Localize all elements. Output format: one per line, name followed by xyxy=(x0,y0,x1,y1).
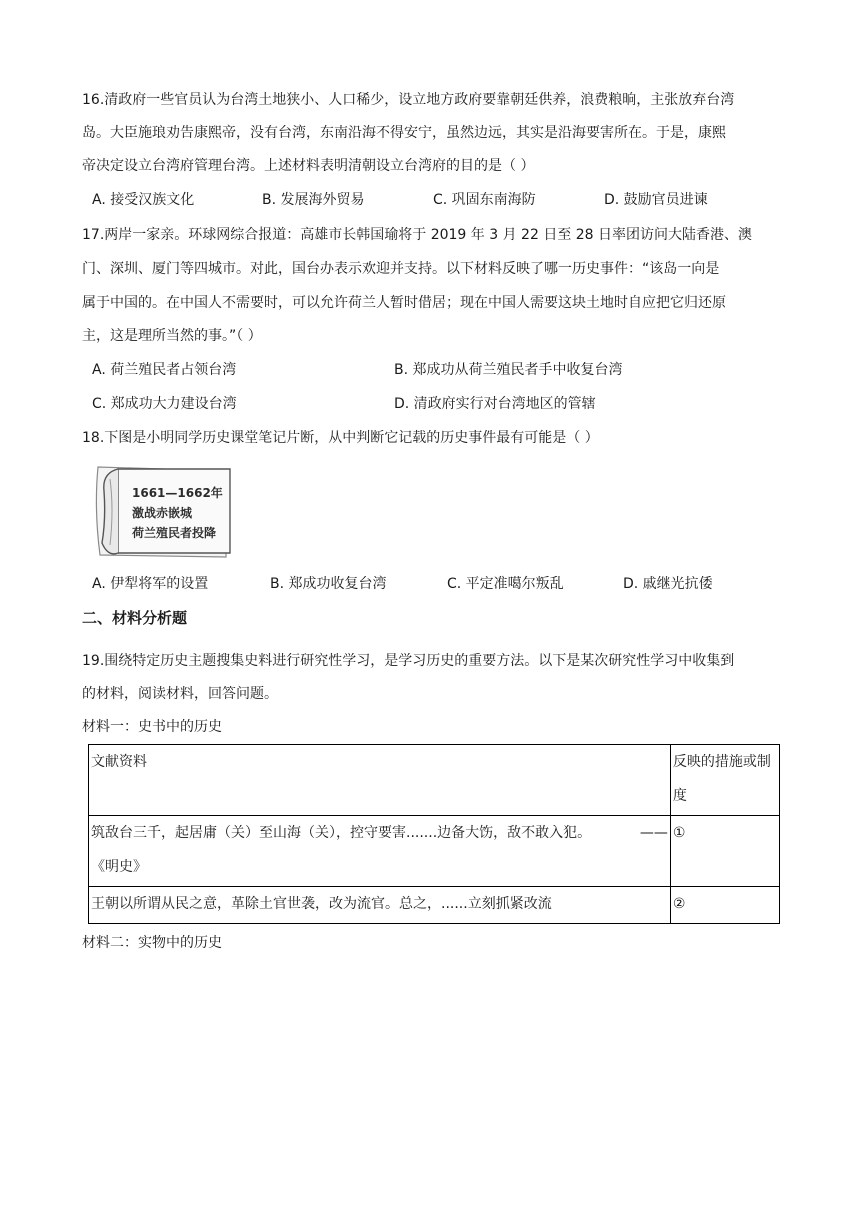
q17-line-2: 门、深圳、厦门等四城市。对此，国台办表示欢迎并支持。以下材料反映了哪一历史事件：“该岛一向是 xyxy=(82,261,720,277)
q18-option-a: A. 伊犁将军的设置 xyxy=(92,576,209,592)
q17-option-d: D. 清政府实行对台湾地区的管辖 xyxy=(394,396,596,412)
q18-option-d: D. 戚继光抗倭 xyxy=(623,576,713,592)
q18-line-1: 18.下图是小明同学历史课堂笔记片断，从中判断它记载的历史事件最有可能是（ ） xyxy=(82,430,599,446)
q16-line-3: 帝决定设立台湾府管理台湾。上述材料表明清朝设立台湾府的目的是（ ） xyxy=(82,158,535,174)
section-title: 二、材料分析题 xyxy=(82,609,188,627)
table-header-row xyxy=(89,745,780,816)
q19-line-1: 19.围绕特定历史主题搜集史料进行研究性学习，是学习历史的重要方法。以下是某次研究性学习中收集到 xyxy=(82,653,735,669)
q17-option-a: A. 荷兰殖民者占领台湾 xyxy=(92,362,237,378)
q17-line-4: 主，这是理所当然的事。”（ ） xyxy=(82,328,262,344)
q17-option-b: B. 郑成功从荷兰殖民者手中收复台湾 xyxy=(394,362,623,378)
q16-option-c: C. 巩固东南海防 xyxy=(433,192,536,208)
q16-line-2: 岛。大臣施琅劝告康熙帝，没有台湾，东南沿海不得安宁，虽然边远，其实是沿海要害所在。于是，康熙 xyxy=(82,125,726,141)
row2-mark: ② xyxy=(672,896,686,912)
class-note-image xyxy=(88,459,238,561)
q16-option-a: A. 接受汉族文化 xyxy=(92,192,195,208)
row2-measure-cell xyxy=(670,887,779,924)
row2-source-cell xyxy=(89,887,671,924)
note-line-2: 激战赤嵌城 xyxy=(132,506,193,520)
row1-source: 《明史》 xyxy=(91,859,147,875)
q16-line-1: 16.清政府一些官员认为台湾土地狭小、人口稀少，设立地方政府要靠朝廷供养，浪费粮晌，主张放弃台湾 xyxy=(82,92,735,108)
note-text-block xyxy=(132,483,223,543)
q16-option-d: D. 鼓励官员进谏 xyxy=(604,192,708,208)
header-measure-line-2: 度 xyxy=(672,788,687,804)
q17-option-c: C. 郑成功大力建设台湾 xyxy=(92,396,237,412)
q17-line-3: 属于中国的。在中国人不需要时，可以允许荷兰人暂时借居；现在中国人需要这块土地时自应把它归还原 xyxy=(82,295,726,311)
table-row xyxy=(89,816,780,887)
header-measure-cell xyxy=(670,745,779,816)
material-table xyxy=(88,744,780,924)
row1-dash: —— xyxy=(639,825,668,841)
row1-mark: ① xyxy=(672,825,686,841)
note-line-3: 荷兰殖民者投降 xyxy=(132,526,217,540)
q17-line-1: 17.两岸一家亲。环球网综合报道：高雄市长韩国瑜将于 2019 年 3 月 22 日至 28 日率团访问大陆香港、澳 xyxy=(82,227,753,243)
row2-text: 王朝以所谓从民之意，革除土官世袭，改为流官。总之，......立刻抓紧改流 xyxy=(91,896,552,912)
header-source-cell xyxy=(89,745,671,816)
header-measure-line-1: 反映的措施或制 xyxy=(672,754,771,770)
row1-text: 筑敌台三千，起居庸（关）至山海（关），控守要害.......边备大饬，敌不敢入犯。 xyxy=(91,825,592,841)
header-source: 文献资料 xyxy=(91,754,147,770)
q19-line-2: 的材料，阅读材料，回答问题。 xyxy=(82,686,278,702)
q16-option-b: B. 发展海外贸易 xyxy=(262,192,365,208)
material-2-label: 材料二：实物中的历史 xyxy=(82,935,222,951)
row1-source-cell xyxy=(89,816,671,887)
table-row xyxy=(89,887,780,924)
note-line-1: 1661—1662年 xyxy=(132,486,223,500)
q18-option-c: C. 平定准噶尔叛乱 xyxy=(447,576,564,592)
row1-measure-cell xyxy=(670,816,779,887)
material-1-label: 材料一：史书中的历史 xyxy=(82,719,222,735)
q18-option-b: B. 郑成功收复台湾 xyxy=(270,576,387,592)
